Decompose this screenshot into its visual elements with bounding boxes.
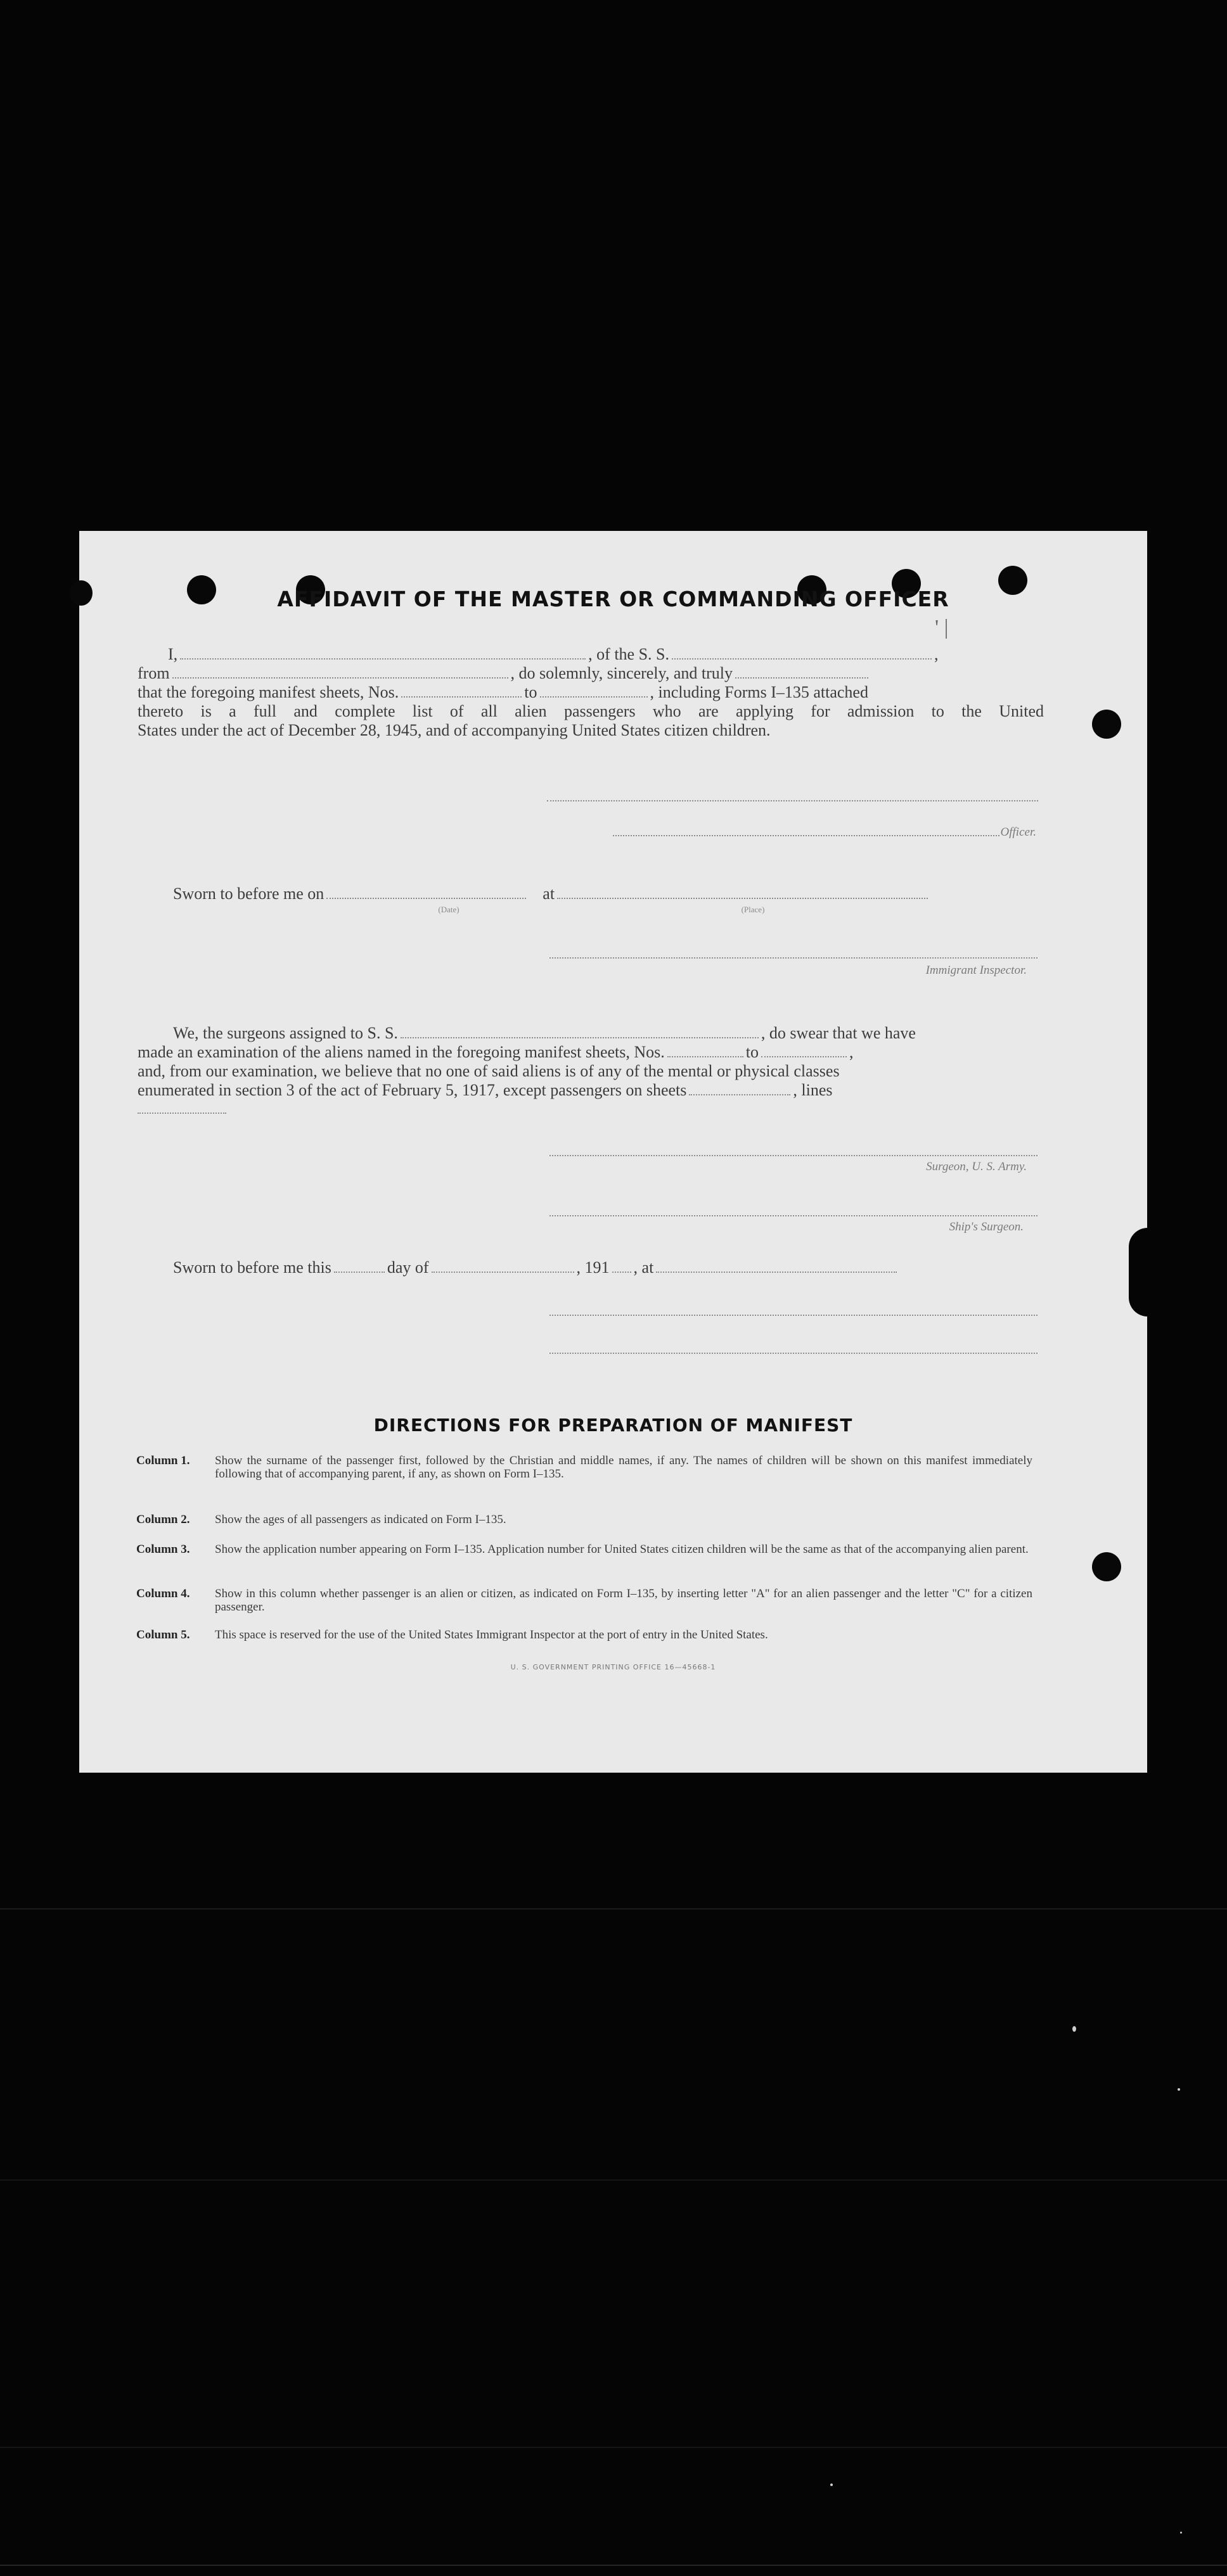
second-inspector-signature-line[interactable] [549, 1315, 1037, 1316]
surgeons-line-3: and, from our examination, we believe that no one of said aliens is of any of the mental or physical classes [138, 1062, 840, 1080]
affidavit-line-5: States under the act of December 28, 1945, and of accompanying United States citizen children. [138, 721, 771, 739]
exception-sheets-field[interactable] [689, 1094, 790, 1095]
army-surgeon-caption: Surgeon, U. S. Army. [926, 1160, 1027, 1173]
surgeons-line-1-end: , do swear that we have [761, 1024, 916, 1042]
master-name-field[interactable] [180, 658, 586, 660]
dust-speck [1072, 2026, 1076, 2032]
affidavit-line-1 [168, 645, 939, 664]
surgeons-line-2-end: , [849, 1043, 854, 1061]
surgeons-ship-field[interactable] [401, 1037, 759, 1038]
surgeons-line-4 [138, 1081, 833, 1100]
inspector-caption: Immigrant Inspector. [925, 964, 1027, 977]
ship-surgeon-signature-line[interactable] [549, 1215, 1037, 1216]
sworn-line-2-year: , 191 [576, 1258, 610, 1277]
sworn-date-field[interactable] [326, 898, 526, 899]
punch-hole [1092, 1552, 1121, 1581]
sworn-location-field[interactable] [656, 1272, 897, 1273]
inspector-signature-line[interactable] [549, 957, 1037, 959]
dust-speck [830, 2484, 833, 2486]
sworn-line-2-at: , at [633, 1258, 654, 1277]
printing-office-footer: U. S. GOVERNMENT PRINTING OFFICE 16—45668-1 [510, 1663, 716, 1671]
surgeons-line-1 [173, 1024, 916, 1043]
sheet-to-field[interactable] [540, 696, 648, 698]
dust-speck [1180, 2532, 1182, 2534]
affidavit-line-3 [138, 683, 868, 702]
directions-text: Show in this column whether passenger is an alien or citizen, as indicated on Form I–135, by inserting letter "A" for an alien passenger and the letter "C" for a citizen passenger. [215, 1587, 1032, 1614]
dust-speck [1178, 2088, 1180, 2091]
affidavit-line-1-end: , [934, 645, 939, 663]
affidavit-line-1-mid: , of the S. S. [588, 645, 670, 663]
place-caption: (Place) [741, 905, 765, 914]
directions-label: Column 5. [136, 1628, 190, 1642]
affidavit-line-3-start: that the foregoing manifest sheets, Nos. [138, 683, 399, 701]
directions-label: Column 2. [136, 1513, 190, 1526]
directions-text: Show the surname of the passenger first, followed by the Christian and middle names, if any. The names of children will be shown on this manifest immediately following that of accompanying parent, if any, as shown on Form I–135. [215, 1454, 1032, 1481]
directions-text: Show the application number appearing on Form I–135. Application number for United States citizen children will be the same as that of the accompanying alien parent. [215, 1543, 1029, 1556]
affidavit-line-3-end: , including Forms I–135 attached [650, 683, 868, 701]
surgeons-sheet-to-field[interactable] [761, 1056, 847, 1057]
ship-name-field[interactable] [672, 658, 932, 660]
exception-lines-field[interactable] [138, 1113, 226, 1114]
affidavit-line-2-mid: , do solemnly, sincerely, and truly [510, 664, 733, 682]
manifest-affidavit-sheet [79, 531, 1147, 1773]
sheet-from-field[interactable] [401, 696, 522, 698]
directions-title: DIRECTIONS FOR PREPARATION OF MANIFEST [373, 1415, 853, 1436]
directions-label: Column 3. [136, 1543, 190, 1556]
affidavit-line-2-start: from [138, 664, 170, 682]
surgeons-line-4-end: , lines [793, 1081, 833, 1099]
scan-band [0, 2565, 1227, 2566]
officer-caption: Officer. [1000, 826, 1036, 839]
affidavit-line-3-mid: to [524, 683, 537, 701]
sworn-line-1-start: Sworn to before me on [173, 884, 324, 903]
surgeons-line-1-start: We, the surgeons assigned to S. S. [173, 1024, 398, 1042]
directions-label: Column 4. [136, 1587, 190, 1600]
directions-text: Show the ages of all passengers as indicated on Form I–135. [215, 1513, 506, 1526]
surgeons-line-4-start: enumerated in section 3 of the act of February 5, 1917, except passengers on sheets [138, 1081, 687, 1099]
sworn-day-field[interactable] [334, 1272, 385, 1273]
directions-item-column-1 [136, 1454, 1043, 1495]
officer-signature-line[interactable] [547, 800, 1038, 801]
punch-hole [1092, 710, 1121, 739]
sworn-line-2-start: Sworn to before me this [173, 1258, 331, 1277]
sworn-line-2-day: day of [387, 1258, 429, 1277]
sworn-month-field[interactable] [432, 1272, 574, 1273]
scan-band [0, 2179, 1227, 2181]
affidavit-line-4: thereto is a full and complete list of all alien passengers who are applying for admission to the United [138, 702, 1044, 720]
affidavit-line-1-start: I, [168, 645, 178, 663]
scan-band [0, 1908, 1227, 1910]
directions-label: Column 1. [136, 1454, 190, 1467]
directions-item-column-5 [136, 1628, 1043, 1656]
departure-port-field[interactable] [172, 677, 508, 679]
directions-item-column-3 [136, 1543, 1043, 1571]
sworn-line-1 [173, 884, 930, 903]
scan-band [0, 2447, 1227, 2448]
surgeons-line-2-start: made an examination of the aliens named in the foregoing manifest sheets, Nos. [138, 1043, 665, 1061]
surgeons-line-2-mid: to [745, 1043, 759, 1061]
surgeons-sheet-from-field[interactable] [667, 1056, 743, 1057]
sworn-line-2 [173, 1258, 899, 1277]
army-surgeon-signature-line[interactable] [549, 1155, 1037, 1156]
second-inspector-title-line[interactable] [549, 1353, 1037, 1354]
directions-item-column-4 [136, 1587, 1043, 1615]
ship-surgeon-caption: Ship's Surgeon. [949, 1220, 1024, 1234]
sworn-place-field[interactable] [557, 898, 928, 899]
date-caption: (Date) [438, 905, 459, 914]
directions-item-column-2 [136, 1513, 1043, 1527]
directions-text: This space is reserved for the use of the United States Immigrant Inspector at the port of entry in the United States. [215, 1628, 768, 1642]
affidavit-line-2 [138, 664, 871, 683]
margin-mark: ' | [935, 616, 949, 639]
torn-edge [1129, 1228, 1154, 1317]
surgeons-line-2 [138, 1043, 854, 1062]
sworn-line-1-mid: at [543, 884, 555, 903]
sworn-year-field[interactable] [612, 1272, 631, 1273]
oath-field[interactable] [735, 677, 868, 679]
affidavit-title: AFFIDAVIT OF THE MASTER OR COMMANDING OFFICER [277, 587, 949, 611]
